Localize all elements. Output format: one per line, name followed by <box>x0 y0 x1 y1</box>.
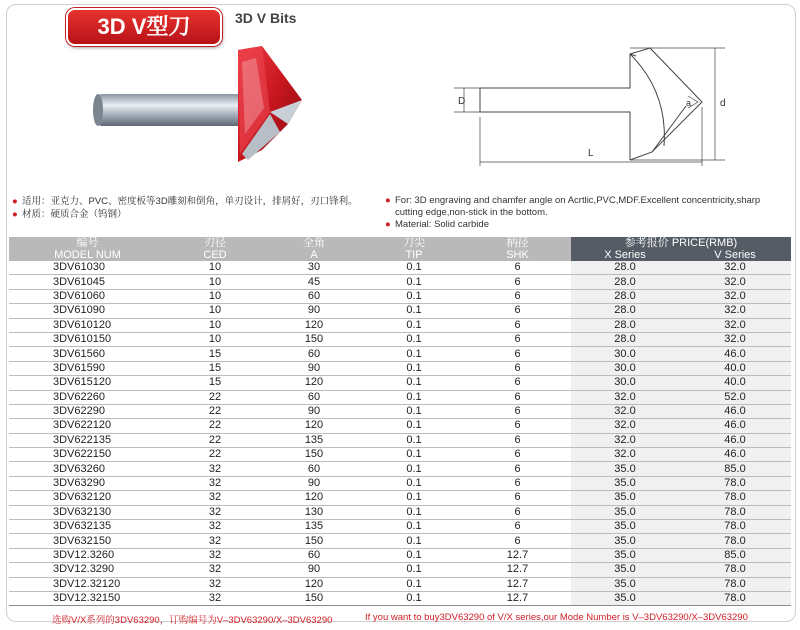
table-cell: 32 <box>166 591 264 605</box>
table-cell: 6 <box>464 433 571 447</box>
table-cell: 78.0 <box>679 476 791 490</box>
table-cell: 46.0 <box>679 448 791 462</box>
col-header-price-group: 参考报价 PRICE(RMB) <box>571 237 791 249</box>
table-cell: 150 <box>264 591 364 605</box>
table-cell: 120 <box>264 419 364 433</box>
table-cell: 150 <box>264 448 364 462</box>
label-L: L <box>588 148 594 159</box>
table-cell: 0.1 <box>364 404 464 418</box>
table-cell: 30.0 <box>571 347 679 361</box>
table-row <box>9 491 791 505</box>
table-cell: 12.7 <box>464 563 571 577</box>
table-cell: 0.1 <box>364 563 464 577</box>
table-cell: 60 <box>264 347 364 361</box>
table-cell: 32 <box>166 491 264 505</box>
table-cell: 22 <box>166 419 264 433</box>
table-cell: 120 <box>264 318 364 332</box>
table-cell: 3DV12.32150 <box>9 591 166 605</box>
table-row <box>9 361 791 375</box>
table-cell: 30 <box>264 261 364 275</box>
table-cell: 22 <box>166 390 264 404</box>
table-cell: 3DV615120 <box>9 376 166 390</box>
table-cell: 0.1 <box>364 505 464 519</box>
table-cell: 3DV61045 <box>9 275 166 289</box>
table-row <box>9 318 791 332</box>
table-cell: 0.1 <box>364 520 464 534</box>
col-header-ced: 刃径 CED <box>166 237 264 261</box>
table-cell: 46.0 <box>679 419 791 433</box>
table-cell: 6 <box>464 332 571 346</box>
table-cell: 3DV12.3290 <box>9 563 166 577</box>
table-cell: 3DV61090 <box>9 304 166 318</box>
table-cell: 90 <box>264 361 364 375</box>
table-row <box>9 433 791 447</box>
table-cell: 3DV632150 <box>9 534 166 548</box>
label-a: a <box>686 98 692 108</box>
table-cell: 52.0 <box>679 390 791 404</box>
table-cell: 0.1 <box>364 304 464 318</box>
table-cell: 0.1 <box>364 275 464 289</box>
table-cell: 32.0 <box>571 448 679 462</box>
table-cell: 35.0 <box>571 591 679 605</box>
footer-en: If you want to buy3DV63290 of V/X series,our Mode Number is V–3DV63290/X–3DV63290 <box>365 612 748 623</box>
table-cell: 35.0 <box>571 520 679 534</box>
bullet-icon: ● <box>385 219 391 230</box>
table-cell: 60 <box>264 289 364 303</box>
table-cell: 46.0 <box>679 347 791 361</box>
table-cell: 35.0 <box>571 534 679 548</box>
table-cell: 6 <box>464 448 571 462</box>
table-header-row <box>9 237 791 249</box>
table-cell: 3DV12.32120 <box>9 577 166 591</box>
table-cell: 6 <box>464 505 571 519</box>
table-cell: 3DV61060 <box>9 289 166 303</box>
table-row <box>9 404 791 418</box>
table-cell: 0.1 <box>364 289 464 303</box>
table-cell: 28.0 <box>571 318 679 332</box>
table-cell: 35.0 <box>571 548 679 562</box>
table-cell: 0.1 <box>364 332 464 346</box>
table-cell: 12.7 <box>464 577 571 591</box>
table-cell: 3DV61590 <box>9 361 166 375</box>
table-cell: 32.0 <box>571 404 679 418</box>
table-cell: 130 <box>264 505 364 519</box>
table-cell: 6 <box>464 390 571 404</box>
table-cell: 3DV61560 <box>9 347 166 361</box>
table-row <box>9 462 791 476</box>
bit-dimension-diagram <box>440 42 740 182</box>
table-cell: 28.0 <box>571 289 679 303</box>
note-cn-usage: ● 适用：亚克力、PVC、密度板等3D雕刻和倒角，单刃设计，排屑好，刃口锋利。 <box>12 196 358 207</box>
table-cell: 0.1 <box>364 548 464 562</box>
table-cell: 78.0 <box>679 563 791 577</box>
table-cell: 0.1 <box>364 376 464 390</box>
table-cell: 3DV63290 <box>9 476 166 490</box>
table-cell: 10 <box>166 261 264 275</box>
table-cell: 32 <box>166 534 264 548</box>
col-header-shank: 柄径 SHK <box>464 237 571 261</box>
col-header-tip: 刀尖 TIP <box>364 237 464 261</box>
table-cell: 35.0 <box>571 577 679 591</box>
table-row <box>9 332 791 346</box>
table-cell: 6 <box>464 289 571 303</box>
note-en-usage: ● For: 3D engraving and chamfer angle on Acrtlic,PVC,MDF.Excellent concentricity,sharp cutting edge,non-stick in the bottom. <box>385 195 761 218</box>
table-cell: 3DV622150 <box>9 448 166 462</box>
table-cell: 35.0 <box>571 476 679 490</box>
table-cell: 6 <box>464 476 571 490</box>
table-cell: 35.0 <box>571 462 679 476</box>
table-cell: 22 <box>166 448 264 462</box>
col-header-v-series: V Series <box>679 249 791 261</box>
table-row <box>9 376 791 390</box>
table-cell: 6 <box>464 347 571 361</box>
table-cell: 28.0 <box>571 332 679 346</box>
table-cell: 150 <box>264 534 364 548</box>
table-cell: 32 <box>166 563 264 577</box>
table-row <box>9 261 791 275</box>
table-cell: 28.0 <box>571 275 679 289</box>
table-cell: 40.0 <box>679 376 791 390</box>
table-cell: 45 <box>264 275 364 289</box>
table-cell: 6 <box>464 304 571 318</box>
table-cell: 32.0 <box>679 261 791 275</box>
table-cell: 0.1 <box>364 577 464 591</box>
table-cell: 6 <box>464 534 571 548</box>
table-cell: 32.0 <box>679 275 791 289</box>
table-cell: 3DV622120 <box>9 419 166 433</box>
table-cell: 15 <box>166 347 264 361</box>
table-cell: 3DV632120 <box>9 491 166 505</box>
table-cell: 35.0 <box>571 563 679 577</box>
table-row <box>9 505 791 519</box>
table-cell: 0.1 <box>364 491 464 505</box>
table-cell: 6 <box>464 261 571 275</box>
table-cell: 32.0 <box>571 419 679 433</box>
table-row <box>9 591 791 605</box>
table-row <box>9 563 791 577</box>
col-header-x-series: X Series <box>571 249 679 261</box>
table-cell: 32.0 <box>679 332 791 346</box>
product-photo <box>80 42 310 192</box>
table-cell: 0.1 <box>364 433 464 447</box>
table-cell: 78.0 <box>679 577 791 591</box>
table-cell: 3DV12.3260 <box>9 548 166 562</box>
table-cell: 46.0 <box>679 404 791 418</box>
note-en-material: ● Material: Solid carbide <box>385 219 489 230</box>
table-cell: 3DV62260 <box>9 390 166 404</box>
col-header-model: 编号 MODEL NUM <box>9 237 166 261</box>
table-cell: 78.0 <box>679 505 791 519</box>
table-cell: 78.0 <box>679 491 791 505</box>
notes-en <box>385 195 785 231</box>
table-cell: 0.1 <box>364 534 464 548</box>
table-cell: 22 <box>166 404 264 418</box>
table-cell: 32 <box>166 577 264 591</box>
table-cell: 78.0 <box>679 520 791 534</box>
table-cell: 0.1 <box>364 361 464 375</box>
table-cell: 90 <box>264 404 364 418</box>
table-cell: 6 <box>464 491 571 505</box>
table-cell: 10 <box>166 318 264 332</box>
label-d: d <box>720 98 726 109</box>
table-cell: 10 <box>166 275 264 289</box>
table-row <box>9 548 791 562</box>
table-cell: 30.0 <box>571 376 679 390</box>
table-cell: 120 <box>264 491 364 505</box>
table-cell: 6 <box>464 361 571 375</box>
table-cell: 0.1 <box>364 476 464 490</box>
table-cell: 35.0 <box>571 491 679 505</box>
spec-table <box>9 237 791 606</box>
table-cell: 15 <box>166 376 264 390</box>
table-cell: 6 <box>464 520 571 534</box>
table-cell: 3DV632130 <box>9 505 166 519</box>
table-cell: 3DV632135 <box>9 520 166 534</box>
table-cell: 135 <box>264 433 364 447</box>
table-cell: 78.0 <box>679 534 791 548</box>
table-cell: 78.0 <box>679 591 791 605</box>
table-cell: 32 <box>166 548 264 562</box>
table-cell: 28.0 <box>571 304 679 318</box>
table-row <box>9 534 791 548</box>
table-cell: 0.1 <box>364 591 464 605</box>
table-cell: 32.0 <box>679 289 791 303</box>
table-cell: 3DV61030 <box>9 261 166 275</box>
table-cell: 90 <box>264 304 364 318</box>
table-cell: 85.0 <box>679 548 791 562</box>
table-cell: 60 <box>264 390 364 404</box>
bullet-icon: ● <box>12 196 18 207</box>
table-cell: 46.0 <box>679 433 791 447</box>
page-title-cn: 3D V型刀 <box>97 14 191 39</box>
table-cell: 0.1 <box>364 261 464 275</box>
table-cell: 6 <box>464 376 571 390</box>
table-cell: 85.0 <box>679 462 791 476</box>
table-cell: 0.1 <box>364 462 464 476</box>
table-cell: 120 <box>264 376 364 390</box>
bullet-icon: ● <box>12 209 18 220</box>
table-cell: 28.0 <box>571 261 679 275</box>
table-cell: 10 <box>166 289 264 303</box>
table-cell: 60 <box>264 548 364 562</box>
page-title-en: 3D V Bits <box>235 10 297 26</box>
table-cell: 120 <box>264 577 364 591</box>
note-cn-material: ● 材质：硬质合金（钨钢） <box>12 209 127 220</box>
table-cell: 35.0 <box>571 505 679 519</box>
table-cell: 3DV622135 <box>9 433 166 447</box>
bullet-icon: ● <box>385 195 391 206</box>
table-cell: 32.0 <box>571 390 679 404</box>
table-cell: 32 <box>166 476 264 490</box>
table-cell: 30.0 <box>571 361 679 375</box>
notes-cn <box>12 195 382 221</box>
table-cell: 3DV610120 <box>9 318 166 332</box>
table-cell: 10 <box>166 304 264 318</box>
table-row <box>9 419 791 433</box>
table-cell: 6 <box>464 318 571 332</box>
table-cell: 0.1 <box>364 318 464 332</box>
table-cell: 15 <box>166 361 264 375</box>
table-cell: 40.0 <box>679 361 791 375</box>
table-cell: 10 <box>166 332 264 346</box>
table-cell: 32.0 <box>679 318 791 332</box>
table-cell: 0.1 <box>364 390 464 404</box>
table-cell: 6 <box>464 419 571 433</box>
table-cell: 32.0 <box>679 304 791 318</box>
table-cell: 32 <box>166 462 264 476</box>
table-cell: 12.7 <box>464 548 571 562</box>
table-row <box>9 304 791 318</box>
table-cell: 150 <box>264 332 364 346</box>
title-badge <box>66 8 222 46</box>
table-cell: 32.0 <box>571 433 679 447</box>
table-cell: 3DV62290 <box>9 404 166 418</box>
table-cell: 60 <box>264 462 364 476</box>
table-cell: 22 <box>166 433 264 447</box>
table-cell: 6 <box>464 462 571 476</box>
col-header-angle: 全角 A <box>264 237 364 261</box>
table-row <box>9 347 791 361</box>
table-cell: 90 <box>264 476 364 490</box>
label-D: D <box>458 96 466 107</box>
table-cell: 12.7 <box>464 591 571 605</box>
table-cell: 135 <box>264 520 364 534</box>
table-cell: 0.1 <box>364 448 464 462</box>
spec-table-body <box>9 261 791 606</box>
table-cell: 6 <box>464 404 571 418</box>
table-cell: 3DV63260 <box>9 462 166 476</box>
table-row <box>9 275 791 289</box>
table-row <box>9 448 791 462</box>
table-row <box>9 577 791 591</box>
footer-cn: 选购V/X系列的3DV63290，订购编号为V–3DV63290/X–3DV63290 <box>52 615 333 626</box>
table-row <box>9 520 791 534</box>
table-cell: 32 <box>166 520 264 534</box>
table-cell: 3DV610150 <box>9 332 166 346</box>
table-row <box>9 476 791 490</box>
table-cell: 0.1 <box>364 419 464 433</box>
table-cell: 6 <box>464 275 571 289</box>
table-cell: 90 <box>264 563 364 577</box>
table-row <box>9 289 791 303</box>
table-row <box>9 390 791 404</box>
table-cell: 0.1 <box>364 347 464 361</box>
table-cell: 32 <box>166 505 264 519</box>
